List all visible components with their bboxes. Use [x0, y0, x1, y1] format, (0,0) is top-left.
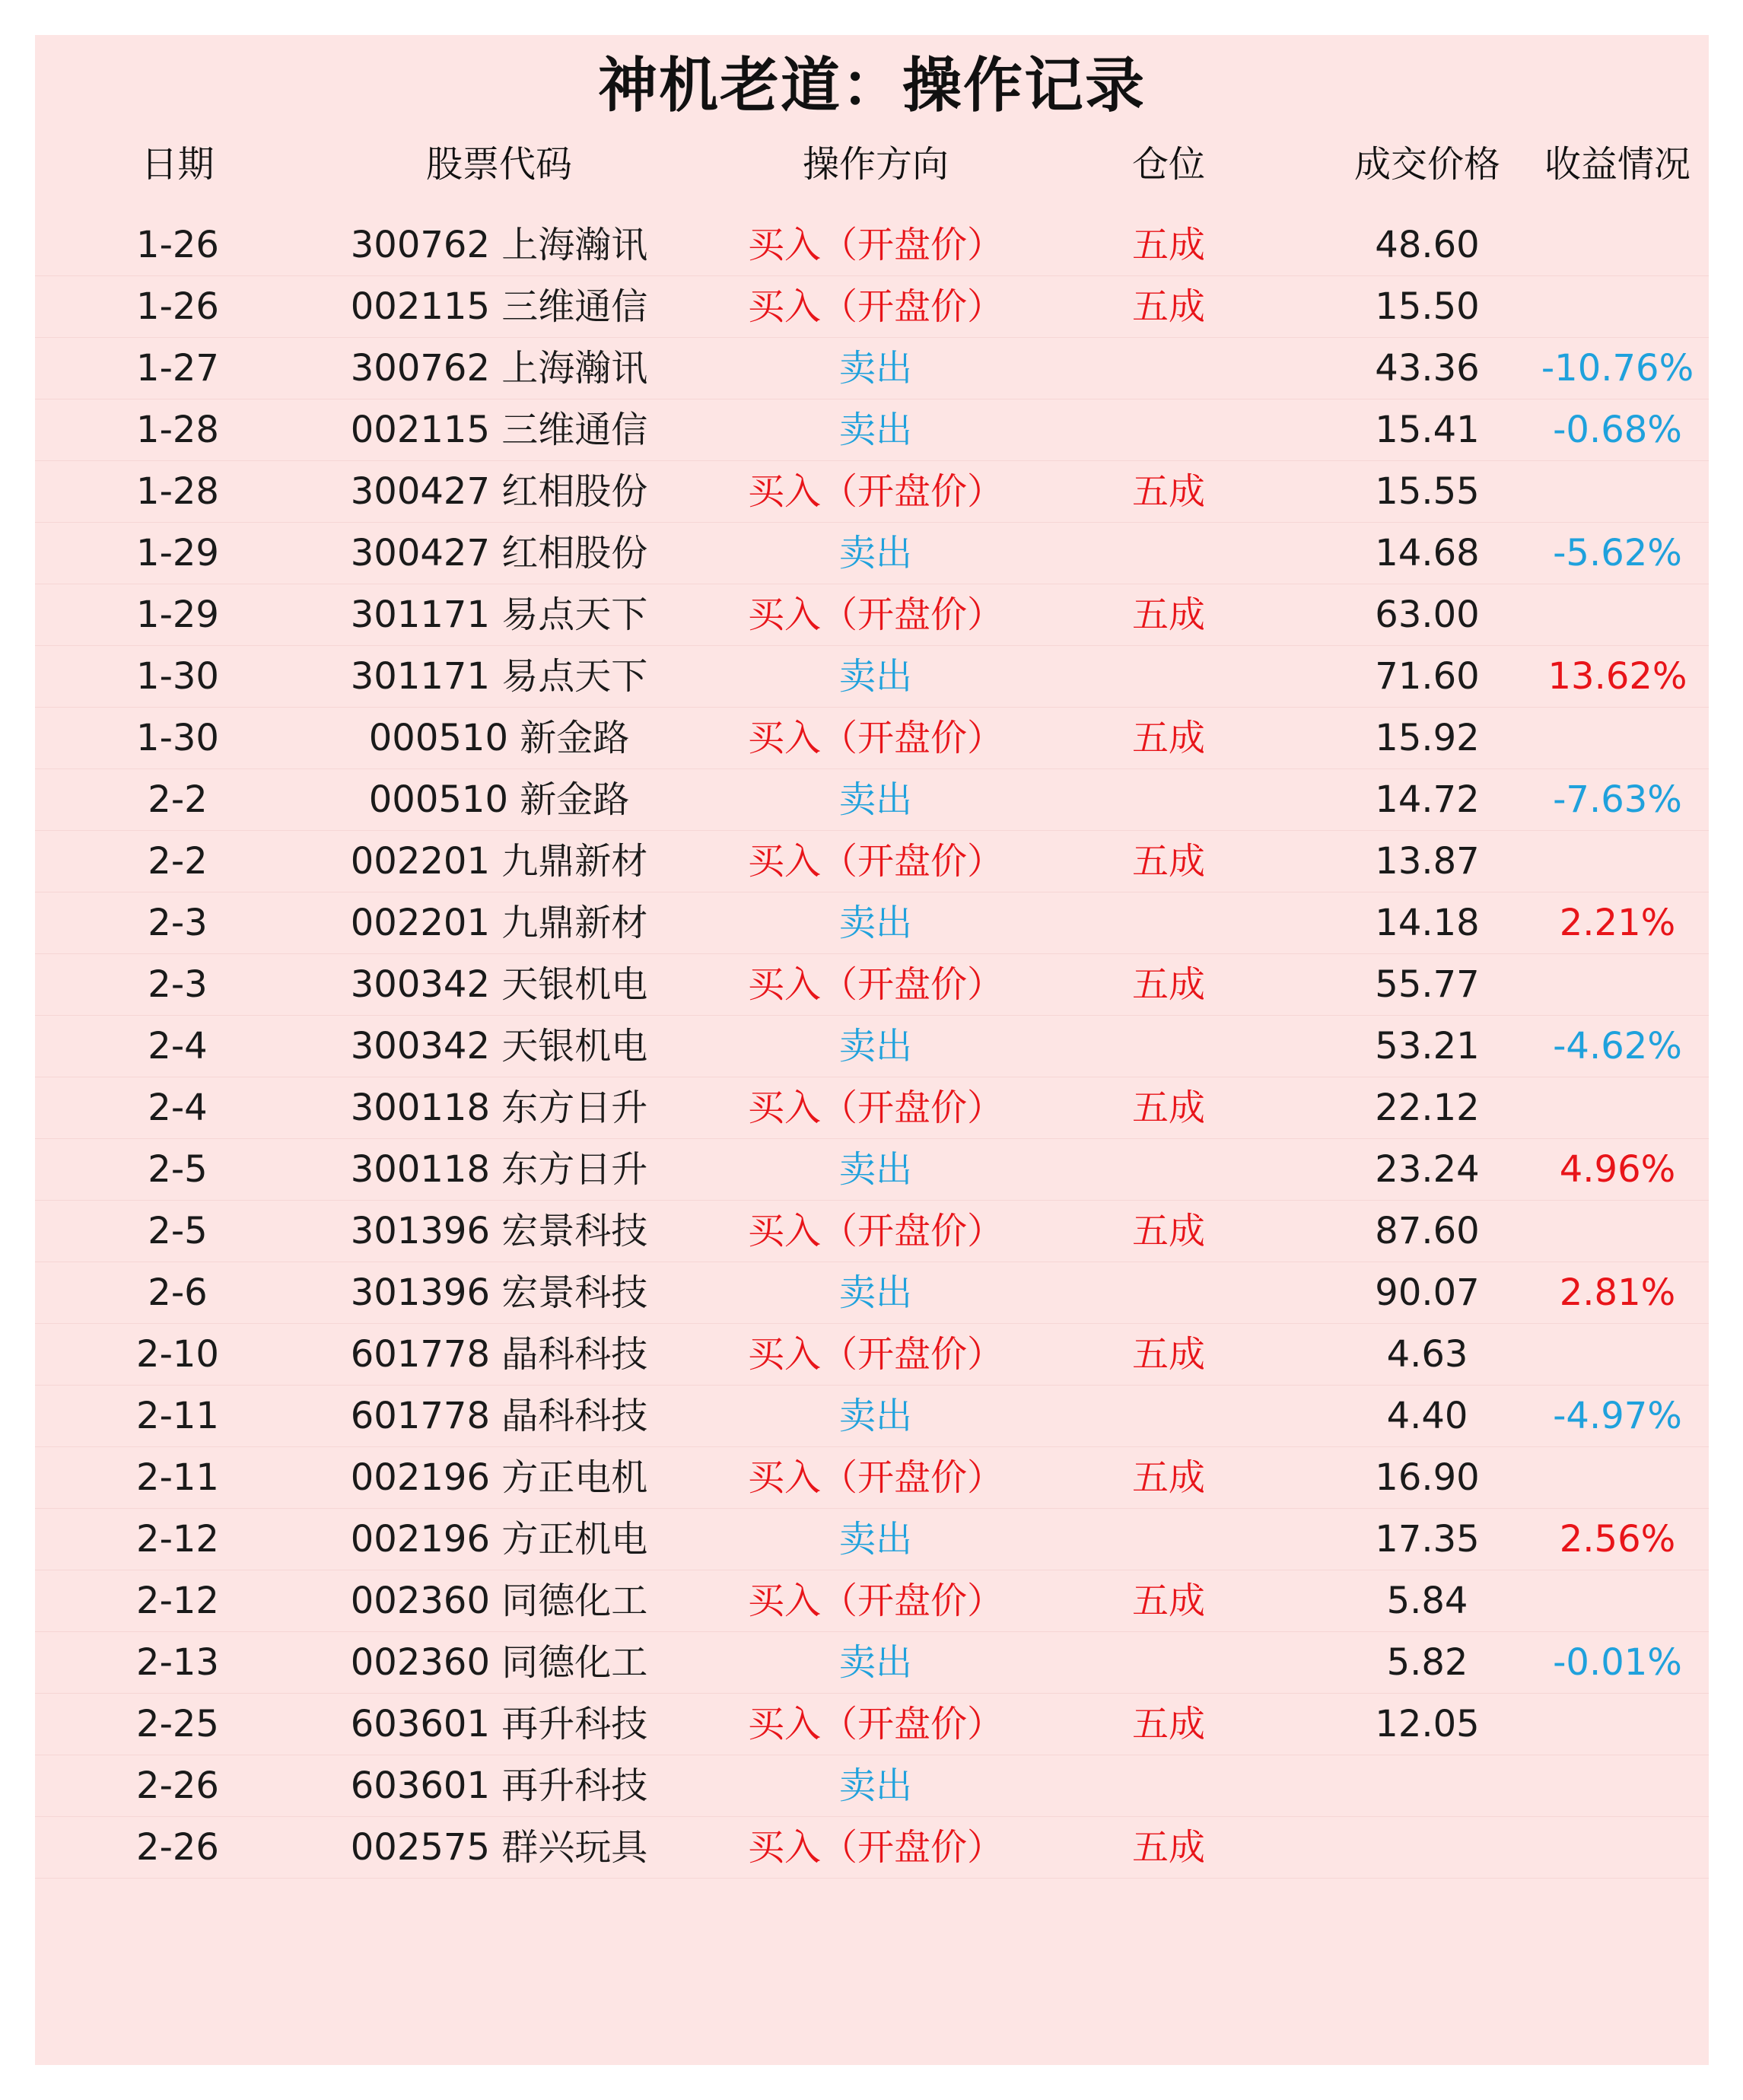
position-cell	[1054, 1509, 1283, 1570]
stock-cell: 000510 新金路	[368, 778, 630, 821]
stock-cell: 301171 易点天下	[350, 593, 648, 636]
direction-cell: 买入（开盘价）	[747, 1580, 1003, 1622]
return-cell	[1526, 1570, 1709, 1632]
position-cell: 五成	[1131, 285, 1205, 328]
price-cell: 87.60	[1375, 1210, 1480, 1252]
return-cell: 13.62%	[1547, 655, 1687, 698]
table-row	[35, 1570, 1709, 1632]
date-cell: 2-10	[136, 1333, 219, 1376]
direction-cell: 买入（开盘价）	[747, 285, 1003, 328]
table-row	[35, 1201, 1709, 1262]
date-cell: 2-2	[148, 778, 208, 821]
return-cell: 2.81%	[1559, 1271, 1676, 1314]
table-row	[35, 1016, 1709, 1077]
price-cell: 4.63	[1386, 1333, 1468, 1376]
position-cell	[1054, 399, 1283, 461]
direction-cell: 卖出	[838, 1764, 912, 1807]
table-row	[35, 831, 1709, 892]
position-cell: 五成	[1131, 593, 1205, 636]
position-cell: 五成	[1131, 963, 1205, 1006]
position-cell: 五成	[1131, 1703, 1205, 1745]
date-cell: 2-5	[148, 1148, 208, 1191]
return-cell	[1526, 1201, 1709, 1262]
price-cell: 63.00	[1375, 593, 1480, 636]
return-cell	[1526, 1694, 1709, 1755]
table-row	[35, 1447, 1709, 1509]
date-cell: 1-28	[136, 470, 219, 513]
price-cell: 16.90	[1375, 1456, 1480, 1499]
stock-cell: 000510 新金路	[368, 717, 630, 759]
return-cell	[1526, 954, 1709, 1016]
price-cell: 71.60	[1375, 655, 1480, 698]
date-cell: 2-12	[136, 1580, 219, 1622]
date-cell: 2-11	[136, 1395, 219, 1437]
return-cell: -10.76%	[1541, 347, 1694, 390]
price-cell: 12.05	[1375, 1703, 1480, 1745]
return-cell	[1526, 1077, 1709, 1139]
price-cell: 5.84	[1386, 1580, 1468, 1622]
direction-cell: 买入（开盘价）	[747, 1826, 1003, 1869]
position-cell	[1054, 1632, 1283, 1694]
direction-cell: 买入（开盘价）	[747, 1087, 1003, 1129]
direction-cell: 买入（开盘价）	[747, 1456, 1003, 1499]
price-cell: 48.60	[1375, 224, 1480, 266]
price-cell: 23.24	[1375, 1148, 1480, 1191]
stock-cell: 300762 上海瀚讯	[350, 347, 648, 390]
position-cell	[1054, 1386, 1283, 1447]
direction-cell: 买入（开盘价）	[747, 717, 1003, 759]
direction-cell: 卖出	[838, 347, 912, 390]
table-row	[35, 1509, 1709, 1570]
date-cell: 2-3	[148, 963, 208, 1006]
direction-cell: 买入（开盘价）	[747, 1703, 1003, 1745]
stock-cell: 002115 三维通信	[350, 285, 648, 328]
records-panel	[35, 35, 1709, 2065]
return-cell: -0.68%	[1553, 409, 1682, 451]
table-row	[35, 1694, 1709, 1755]
table-body	[35, 215, 1709, 1879]
table-row	[35, 215, 1709, 276]
table-row	[35, 1324, 1709, 1386]
return-cell	[1526, 461, 1709, 523]
table-row	[35, 461, 1709, 523]
position-cell	[1054, 892, 1283, 954]
date-cell: 2-5	[148, 1210, 208, 1252]
stock-cell: 603601 再升科技	[350, 1703, 648, 1745]
date-cell: 2-4	[148, 1025, 208, 1068]
price-cell: 15.92	[1375, 717, 1480, 759]
direction-cell: 买入（开盘价）	[747, 224, 1003, 266]
position-cell: 五成	[1131, 1826, 1205, 1869]
direction-cell: 买入（开盘价）	[747, 1210, 1003, 1252]
direction-cell: 卖出	[838, 778, 912, 821]
position-cell: 五成	[1131, 1333, 1205, 1376]
position-cell	[1054, 1016, 1283, 1077]
return-cell: 4.96%	[1559, 1148, 1676, 1191]
table-row	[35, 584, 1709, 646]
table-row	[35, 338, 1709, 399]
direction-cell: 卖出	[838, 1271, 912, 1314]
stock-cell: 601778 晶科科技	[350, 1333, 648, 1376]
position-cell	[1054, 338, 1283, 399]
header-return: 收益情况	[1544, 143, 1691, 186]
date-cell: 2-26	[136, 1764, 219, 1807]
price-cell: 53.21	[1375, 1025, 1480, 1068]
direction-cell: 卖出	[838, 1518, 912, 1561]
price-cell	[1298, 1755, 1557, 1817]
return-cell	[1526, 831, 1709, 892]
stock-cell: 002575 群兴玩具	[350, 1826, 648, 1869]
date-cell: 1-26	[136, 285, 219, 328]
direction-cell: 买入（开盘价）	[747, 963, 1003, 1006]
price-cell: 17.35	[1375, 1518, 1480, 1561]
position-cell: 五成	[1131, 1456, 1205, 1499]
date-cell: 2-6	[148, 1271, 208, 1314]
date-cell: 2-4	[148, 1087, 208, 1129]
stock-cell: 601778 晶科科技	[350, 1395, 648, 1437]
table-row	[35, 708, 1709, 769]
position-cell	[1054, 1139, 1283, 1201]
date-cell: 1-26	[136, 224, 219, 266]
page-title: 神机老道：操作记录	[597, 52, 1146, 120]
price-cell: 13.87	[1375, 840, 1480, 883]
stock-cell: 300762 上海瀚讯	[350, 224, 648, 266]
stock-cell: 301171 易点天下	[350, 655, 648, 698]
date-cell: 2-3	[148, 902, 208, 944]
position-cell	[1054, 523, 1283, 584]
date-cell: 1-29	[136, 532, 219, 574]
stock-cell: 300342 天银机电	[350, 963, 648, 1006]
table-row	[35, 1386, 1709, 1447]
date-cell: 2-2	[148, 840, 208, 883]
stock-cell: 002196 方正电机	[350, 1456, 648, 1499]
return-cell	[1526, 1447, 1709, 1509]
return-cell: -4.97%	[1553, 1395, 1682, 1437]
stock-cell: 002201 九鼎新材	[350, 902, 648, 944]
price-cell: 15.41	[1375, 409, 1480, 451]
stock-cell: 002196 方正机电	[350, 1518, 648, 1561]
date-cell: 2-11	[136, 1456, 219, 1499]
header-stock: 股票代码	[425, 143, 572, 186]
stock-cell: 300118 东方日升	[350, 1087, 648, 1129]
direction-cell: 卖出	[838, 409, 912, 451]
price-cell: 14.68	[1375, 532, 1480, 574]
table-row	[35, 276, 1709, 338]
return-cell	[1526, 1324, 1709, 1386]
table-row	[35, 892, 1709, 954]
date-cell: 1-30	[136, 717, 219, 759]
table-row	[35, 523, 1709, 584]
position-cell	[1054, 1755, 1283, 1817]
position-cell: 五成	[1131, 224, 1205, 266]
return-cell	[1526, 1817, 1709, 1879]
table-row	[35, 399, 1709, 461]
stock-cell: 301396 宏景科技	[350, 1210, 648, 1252]
table-row	[35, 769, 1709, 831]
header-date: 日期	[141, 143, 215, 186]
date-cell: 2-13	[136, 1641, 219, 1684]
stock-cell: 603601 再升科技	[350, 1764, 648, 1807]
position-cell: 五成	[1131, 1580, 1205, 1622]
price-cell: 22.12	[1375, 1087, 1480, 1129]
position-cell: 五成	[1131, 470, 1205, 513]
return-cell: 2.56%	[1559, 1518, 1676, 1561]
return-cell: -4.62%	[1553, 1025, 1682, 1068]
direction-cell: 卖出	[838, 1025, 912, 1068]
return-cell: -5.62%	[1553, 532, 1682, 574]
header-direction: 操作方向	[802, 143, 949, 186]
stock-cell: 002201 九鼎新材	[350, 840, 648, 883]
price-cell: 15.50	[1375, 285, 1480, 328]
stock-cell: 300427 红相股份	[350, 470, 648, 513]
price-cell: 15.55	[1375, 470, 1480, 513]
return-cell: 2.21%	[1559, 902, 1676, 944]
header-position: 仓位	[1131, 143, 1205, 186]
return-cell	[1526, 1755, 1709, 1817]
direction-cell: 卖出	[838, 655, 912, 698]
position-cell: 五成	[1131, 1210, 1205, 1252]
direction-cell: 卖出	[838, 1395, 912, 1437]
price-cell: 43.36	[1375, 347, 1480, 390]
table-row	[35, 646, 1709, 708]
price-cell: 5.82	[1386, 1641, 1468, 1684]
table-row	[35, 1262, 1709, 1324]
position-cell	[1054, 769, 1283, 831]
price-cell: 14.18	[1375, 902, 1480, 944]
date-cell: 1-30	[136, 655, 219, 698]
return-cell	[1526, 215, 1709, 276]
price-cell: 55.77	[1375, 963, 1480, 1006]
price-cell	[1298, 1817, 1557, 1879]
stock-cell: 002360 同德化工	[350, 1580, 648, 1622]
direction-cell: 买入（开盘价）	[747, 593, 1003, 636]
return-cell	[1526, 276, 1709, 338]
direction-cell: 买入（开盘价）	[747, 840, 1003, 883]
return-cell	[1526, 708, 1709, 769]
position-cell	[1054, 1262, 1283, 1324]
direction-cell: 卖出	[838, 532, 912, 574]
date-cell: 1-27	[136, 347, 219, 390]
return-cell: -0.01%	[1553, 1641, 1682, 1684]
table-row	[35, 954, 1709, 1016]
direction-cell: 卖出	[838, 1148, 912, 1191]
position-cell	[1054, 646, 1283, 708]
stock-cell: 300118 东方日升	[350, 1148, 648, 1191]
table-row	[35, 1077, 1709, 1139]
table-row	[35, 1755, 1709, 1817]
position-cell: 五成	[1131, 717, 1205, 759]
price-cell: 4.40	[1386, 1395, 1468, 1437]
stock-cell: 002115 三维通信	[350, 409, 648, 451]
date-cell: 2-12	[136, 1518, 219, 1561]
direction-cell: 买入（开盘价）	[747, 1333, 1003, 1376]
direction-cell: 买入（开盘价）	[747, 470, 1003, 513]
header-price: 成交价格	[1353, 143, 1500, 186]
table-header	[35, 134, 1709, 196]
stock-cell: 300342 天银机电	[350, 1025, 648, 1068]
stock-cell: 002360 同德化工	[350, 1641, 648, 1684]
direction-cell: 卖出	[838, 1641, 912, 1684]
date-cell: 2-26	[136, 1826, 219, 1869]
table-row	[35, 1632, 1709, 1694]
date-cell: 1-28	[136, 409, 219, 451]
return-cell: -7.63%	[1553, 778, 1682, 821]
price-cell: 90.07	[1375, 1271, 1480, 1314]
date-cell: 2-25	[136, 1703, 219, 1745]
price-cell: 14.72	[1375, 778, 1480, 821]
date-cell: 1-29	[136, 593, 219, 636]
stock-cell: 301396 宏景科技	[350, 1271, 648, 1314]
direction-cell: 卖出	[838, 902, 912, 944]
table-row	[35, 1139, 1709, 1201]
return-cell	[1526, 584, 1709, 646]
position-cell: 五成	[1131, 840, 1205, 883]
stock-cell: 300427 红相股份	[350, 532, 648, 574]
position-cell: 五成	[1131, 1087, 1205, 1129]
table-row	[35, 1817, 1709, 1879]
